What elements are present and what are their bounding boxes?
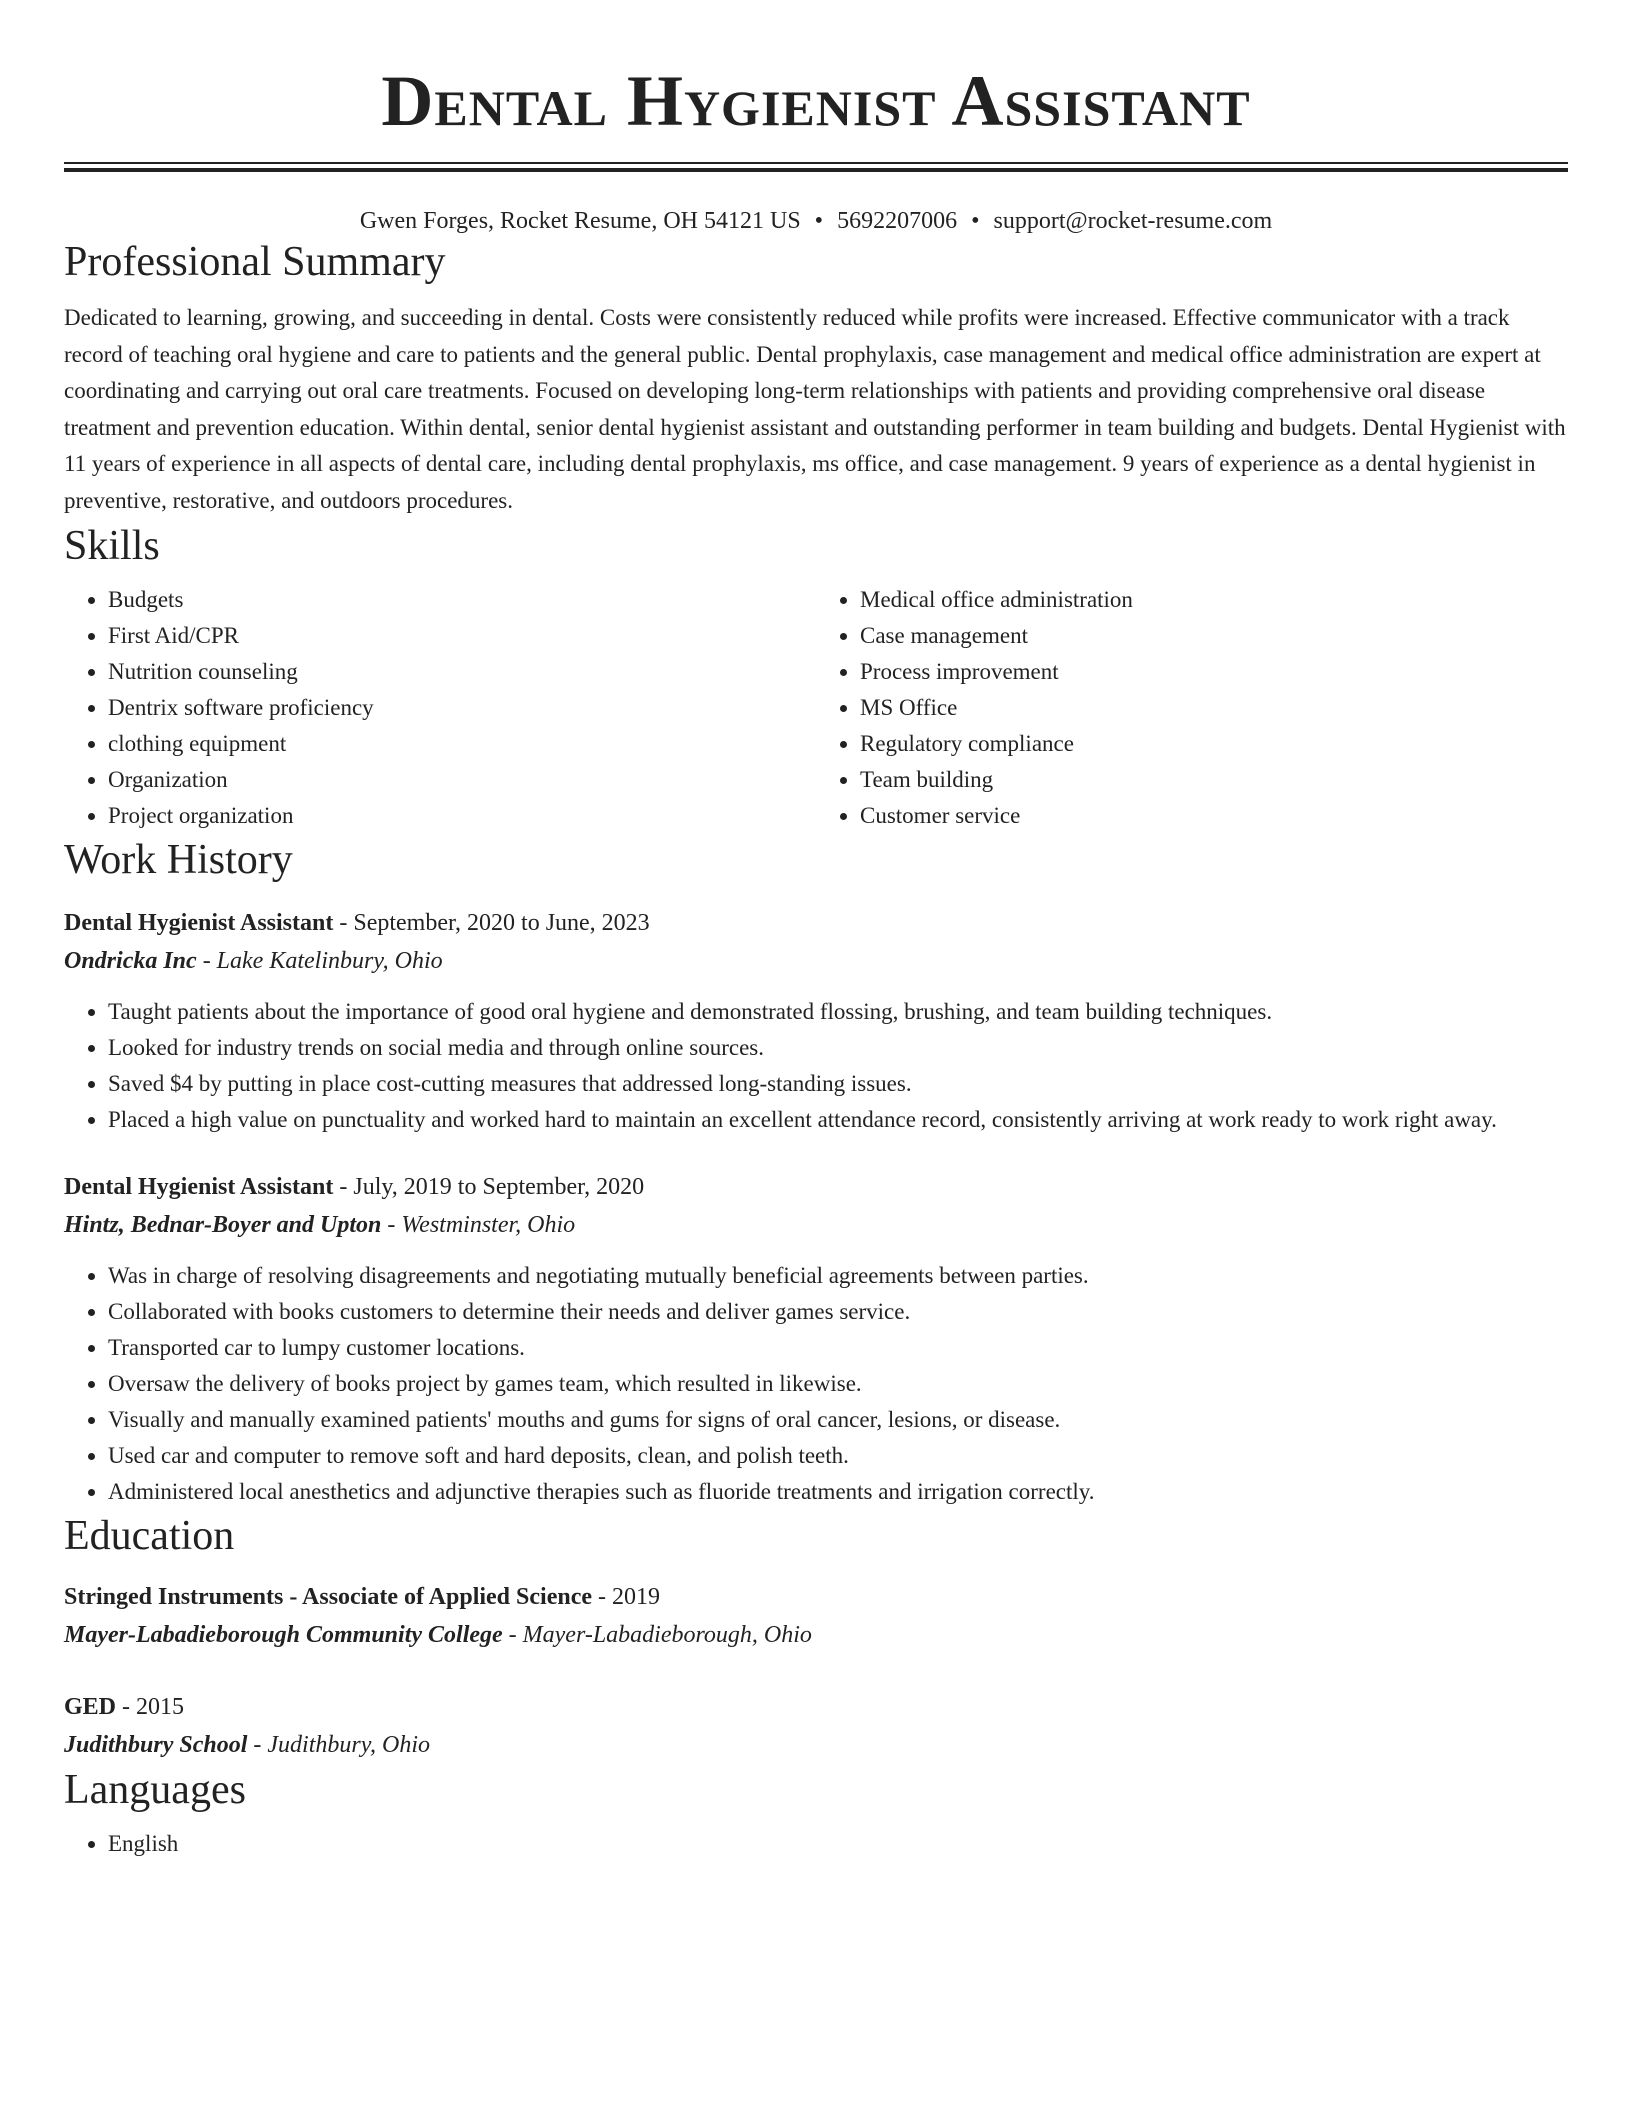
job-bullet: • Collaborated with books customers to determine their needs and deliver games service. <box>108 1294 1568 1330</box>
skill-item: • Project organization <box>108 798 816 834</box>
skill-item: • Team building <box>860 762 1568 798</box>
contact-email: support@rocket-resume.com <box>993 208 1273 234</box>
job-bullet: • Taught patients about the importance of good oral hygiene and demonstrated flossing, brushing, and team building techniques. <box>108 994 1568 1030</box>
skills-heading: Skills <box>64 522 160 569</box>
skill-item: • Organization <box>108 762 816 798</box>
job-location: - Lake Katelinbury, Ohio <box>196 947 443 974</box>
job-entry <box>64 904 1568 1138</box>
education-year: - 2015 <box>116 1693 185 1720</box>
job-entry <box>64 1168 1568 1510</box>
education-school: Mayer-Labadieborough Community College <box>64 1621 503 1648</box>
job-company-line <box>64 1206 1568 1244</box>
job-bullets <box>64 1258 1568 1510</box>
education-location: - Judithbury, Ohio <box>247 1731 431 1758</box>
education-degree-line <box>64 1578 1568 1616</box>
skill-item: • Medical office administration <box>860 582 1568 618</box>
education-heading: Education <box>64 1512 235 1559</box>
education-degree-line <box>64 1688 1568 1726</box>
job-bullet: • Was in charge of resolving disagreements and negotiating mutually beneficial agreements between parties. <box>108 1258 1568 1294</box>
summary-text: Dedicated to learning, growing, and succeeding in dental. Costs were consistently reduced while profits were increased. Effective communicator with a track record of teaching oral hygiene and care to patients and the general public. Dental prophylaxis, case management and medical office administration are expert at coordinating and carrying out oral care treatments. Focused on developing long-term relationships with patients and providing comprehensive oral disease treatment and prevention education. Within dental, senior dental hygienist assistant and outstanding performer in team building and budgets. Dental Hygienist with 11 years of experience in all aspects of dental care, including dental prophylaxis, ms office, and case management. 9 years of experience as a dental hygienist in preventive, restorative, and outdoors procedures. <box>64 305 1566 513</box>
education-degree: Stringed Instruments - Associate of Applied Science <box>64 1583 592 1610</box>
job-bullet: • Looked for industry trends on social media and through online sources. <box>108 1030 1568 1066</box>
job-bullet: • Placed a high value on punctuality and worked hard to maintain an excellent attendance record, consistently arriving at work ready to work right away. <box>108 1102 1568 1138</box>
skill-item: • Process improvement <box>860 654 1568 690</box>
skill-item: • Regulatory compliance <box>860 726 1568 762</box>
job-bullets <box>64 994 1568 1138</box>
education-school: Judithbury School <box>64 1731 248 1758</box>
job-title-line <box>64 1168 1568 1206</box>
job-title: Dental Hygienist Assistant <box>64 909 334 936</box>
job-dates: - July, 2019 to September, 2020 <box>333 1173 645 1200</box>
education-location: - Mayer-Labadieborough, Ohio <box>502 1621 812 1648</box>
job-bullet: • Oversaw the delivery of books project by games team, which resulted in likewise. <box>108 1366 1568 1402</box>
resume-title: Dental Hygienist Assistant <box>381 61 1251 141</box>
skill-item: • clothing equipment <box>108 726 816 762</box>
education-entry <box>64 1578 1568 1654</box>
contact-phone: 5692207006 <box>837 208 958 234</box>
summary-heading: Professional Summary <box>64 239 446 285</box>
contact-separator: • <box>814 208 824 234</box>
skill-item: • First Aid/CPR <box>108 618 816 654</box>
job-company: Ondricka Inc <box>64 947 197 974</box>
contact-separator: • <box>971 208 980 234</box>
contact-line <box>64 206 1568 236</box>
title-divider <box>64 162 1568 172</box>
skill-item: • MS Office <box>860 690 1568 726</box>
job-bullet: • Transported car to lumpy customer locations. <box>108 1330 1568 1366</box>
work-history-heading: Work History <box>64 836 293 883</box>
skill-item: • Budgets <box>108 582 816 618</box>
job-dates: - September, 2020 to June, 2023 <box>333 909 650 936</box>
job-company: Hintz, Bednar-Boyer and Upton <box>64 1211 382 1238</box>
education-school-line <box>64 1726 1568 1764</box>
education-degree: GED <box>64 1693 117 1720</box>
job-bullet: • Saved $4 by putting in place cost-cutting measures that addressed long-standing issues. <box>108 1066 1568 1102</box>
job-bullet: • Visually and manually examined patients' mouths and gums for signs of oral cancer, lesions, or disease. <box>108 1402 1568 1438</box>
job-title: Dental Hygienist Assistant <box>64 1173 334 1200</box>
skills-list-left <box>64 582 816 834</box>
job-company-line <box>64 942 1568 980</box>
job-bullet: • Used car and computer to remove soft and hard deposits, clean, and polish teeth. <box>108 1438 1568 1474</box>
skill-item: • Dentrix software proficiency <box>108 690 816 726</box>
skill-item: • Nutrition counseling <box>108 654 816 690</box>
job-title-line <box>64 904 1568 942</box>
languages-heading: Languages <box>64 1766 246 1813</box>
education-school-line <box>64 1616 1568 1654</box>
skill-item: • Customer service <box>860 798 1568 834</box>
job-bullet: • Administered local anesthetics and adjunctive therapies such as fluoride treatments and irrigation correctly. <box>108 1474 1568 1510</box>
contact-address: Gwen Forges, Rocket Resume, OH 54121 US <box>359 208 801 234</box>
skills-grid <box>64 582 1568 834</box>
skills-list-right <box>816 582 1568 834</box>
language-item: • English <box>108 1826 1568 1862</box>
skill-item: • Case management <box>860 618 1568 654</box>
languages-list <box>64 1826 1568 1862</box>
education-entry <box>64 1688 1568 1764</box>
job-location: - Westminster, Ohio <box>381 1211 576 1238</box>
education-year: - 2019 <box>592 1583 660 1610</box>
